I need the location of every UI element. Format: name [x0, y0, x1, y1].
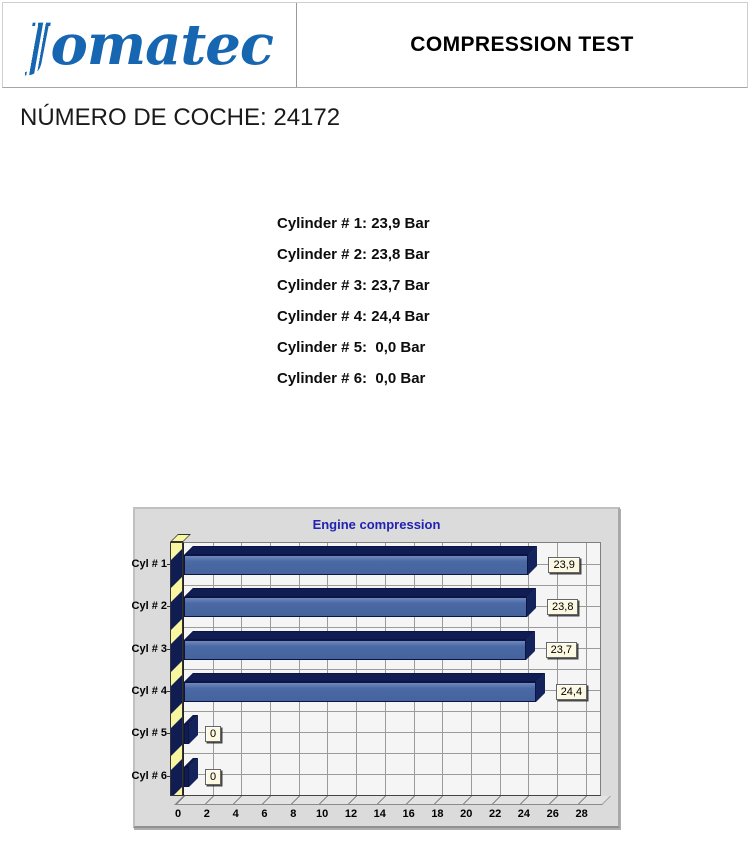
- axis-tick: [434, 796, 443, 804]
- axis-tick: [176, 796, 185, 804]
- category-tick: [167, 564, 171, 565]
- axis-tick: [348, 796, 357, 804]
- logo-box: [3, 3, 297, 87]
- bar-top-face: [184, 588, 536, 597]
- chart-left-wall-cap: [170, 534, 191, 542]
- axis-tick: [262, 796, 271, 804]
- x-tick-label: 4: [232, 808, 239, 820]
- bar-value-label: 23,8: [547, 599, 578, 615]
- bar: [184, 588, 527, 617]
- x-tick-label: 28: [575, 808, 588, 820]
- category-label: Cyl # 2: [131, 600, 167, 613]
- x-tick-label: 10: [316, 808, 329, 820]
- category-tick: [167, 649, 171, 650]
- wall-bar-mark: [170, 631, 183, 673]
- category-label: Cyl # 1: [131, 558, 167, 571]
- wall-bar-mark: [170, 715, 183, 757]
- x-tick-label: 18: [431, 808, 444, 820]
- bar-front-face: [184, 682, 536, 702]
- category-tick: [167, 691, 171, 692]
- bar-top-face: [184, 546, 537, 555]
- x-tick-label: 6: [261, 808, 268, 820]
- x-tick-label: 22: [488, 808, 502, 820]
- chart-row: [131, 711, 601, 753]
- bar: [184, 631, 526, 660]
- axis-tick: [578, 796, 587, 804]
- x-tick-label: 0: [174, 808, 182, 820]
- x-tick-label: 2: [203, 808, 210, 820]
- plot-area-wrap: [131, 542, 601, 796]
- bar-front-face: [184, 724, 189, 744]
- chart-row: [131, 669, 601, 711]
- axis-tick: [406, 796, 415, 804]
- bar-value-label: 24,4: [556, 684, 587, 700]
- bar: [184, 715, 189, 744]
- axis-tick: [549, 796, 558, 804]
- cylinder-reading: Cylinder # 6: 0,0 Bar: [277, 370, 426, 387]
- category-label: Cyl # 5: [131, 727, 167, 740]
- bar: [184, 758, 189, 787]
- bar-value-label: 23,9: [548, 557, 579, 573]
- x-axis-labels: [174, 808, 601, 822]
- axis-tick: [205, 796, 214, 804]
- wall-bar-mark: [170, 547, 183, 589]
- cylinder-reading: Cylinder # 2: 23,8 Bar: [277, 246, 430, 263]
- axis-tick: [520, 796, 529, 804]
- axis-tick: [233, 796, 242, 804]
- bar: [184, 546, 528, 575]
- axis-tick: [319, 796, 328, 804]
- compression-chart: [133, 507, 620, 828]
- bar-front-face: [184, 640, 526, 660]
- category-label: Cyl # 4: [131, 685, 167, 698]
- category-tick: [167, 606, 171, 607]
- bar-front-face: [184, 597, 527, 617]
- logo-letter-j: J: [25, 12, 51, 78]
- chart-row: [131, 584, 601, 626]
- x-tick-label: 8: [290, 808, 297, 820]
- chart-row: [131, 542, 601, 584]
- wall-bar-mark: [170, 757, 183, 796]
- logo-letters-rest: omatec: [50, 12, 273, 78]
- cylinder-list: [277, 208, 750, 394]
- report-header: [2, 2, 748, 88]
- category-tick: [167, 776, 171, 777]
- bar-value-label: 0: [205, 769, 221, 785]
- chart-left-wall: [170, 542, 183, 796]
- x-tick-label: 24: [517, 808, 531, 820]
- bar-value-label: 0: [205, 726, 221, 742]
- jomatec-logo: [3, 12, 273, 78]
- bar-front-face: [184, 555, 528, 575]
- cylinder-reading: Cylinder # 5: 0,0 Bar: [277, 339, 426, 356]
- wall-bar-mark: [170, 673, 183, 715]
- x-tick-label: 14: [373, 808, 386, 820]
- axis-tick: [463, 796, 472, 804]
- bar-top-face: [184, 673, 545, 682]
- bar: [184, 673, 536, 702]
- x-tick-label: 26: [546, 808, 559, 820]
- axis-tick: [492, 796, 501, 804]
- report-title-box: [297, 3, 747, 87]
- cylinder-reading: Cylinder # 1: 23,9 Bar: [277, 215, 430, 232]
- x-axis-floor: [174, 796, 611, 805]
- car-number-line: NÚMERO DE COCHE: 24172: [20, 104, 341, 131]
- wall-bar-mark: [170, 589, 183, 631]
- chart-row: [131, 754, 601, 796]
- category-tick: [167, 733, 171, 734]
- report-title: COMPRESSION TEST: [410, 33, 634, 56]
- axis-tick: [291, 796, 300, 804]
- bar-front-face: [184, 767, 189, 787]
- chart-title: Engine compression: [312, 517, 441, 532]
- x-axis-tick-strip: [176, 796, 600, 804]
- x-tick-label: 16: [402, 808, 415, 820]
- chart-row: [131, 627, 601, 669]
- bar-value-label: 23,7: [546, 642, 577, 658]
- axis-tick: [377, 796, 386, 804]
- x-tick-label: 20: [460, 808, 473, 820]
- category-label: Cyl # 3: [131, 642, 167, 655]
- x-tick-label: 12: [344, 808, 358, 820]
- chart-rows: [131, 542, 601, 796]
- bar-top-face: [184, 631, 535, 640]
- cylinder-reading: Cylinder # 3: 23,7 Bar: [277, 277, 430, 294]
- category-label: Cyl # 6: [131, 769, 167, 782]
- cylinder-reading: Cylinder # 4: 24,4 Bar: [277, 308, 430, 325]
